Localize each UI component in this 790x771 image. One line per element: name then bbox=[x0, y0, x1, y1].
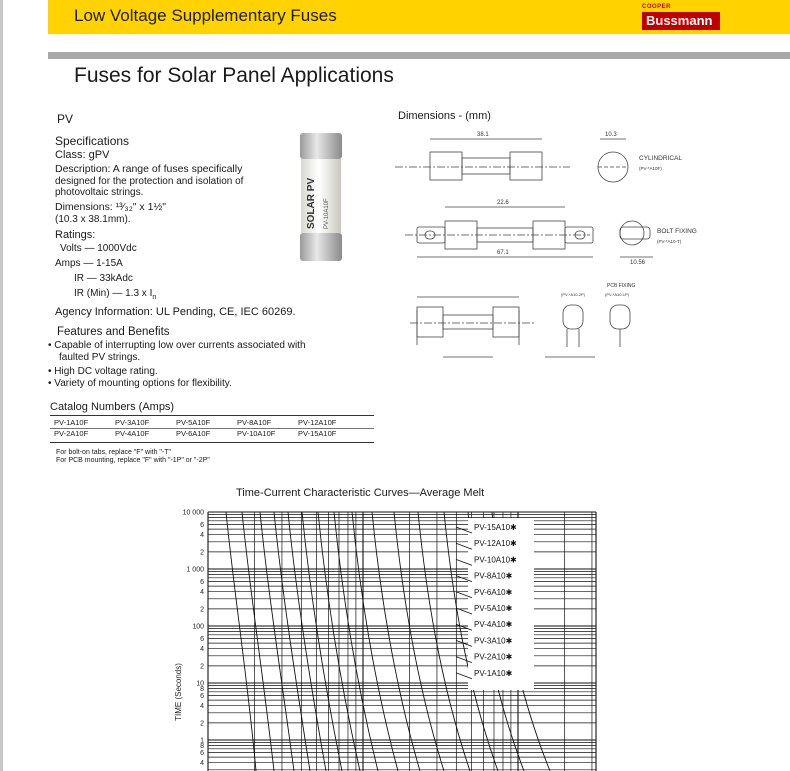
y-tick-label: 6 bbox=[200, 579, 204, 587]
catalog-cell: PV-2A10F bbox=[54, 429, 89, 438]
catalog-cell: PV-15A10F bbox=[298, 429, 337, 438]
rating-ir: IR — 33kAdc bbox=[74, 273, 133, 284]
spec-dimensions-1: Dimensions: ¹³⁄₃₂" x 1½" bbox=[55, 201, 166, 213]
dim-bolt: 10.56 bbox=[630, 260, 646, 266]
spec-description-2: designed for the protection and isolation of bbox=[55, 176, 244, 187]
y-tick-label: 10 bbox=[196, 680, 204, 688]
catalog-cell: PV-3A10F bbox=[115, 418, 150, 427]
fuse-label: SOLAR PV bbox=[306, 177, 317, 229]
catalog-row bbox=[54, 428, 359, 439]
bolt-code: (PV-*A10-T) bbox=[657, 239, 682, 244]
y-tick-label: 6 bbox=[200, 750, 204, 758]
dim-diameter: 10.3 bbox=[605, 132, 617, 138]
left-edge-bar bbox=[0, 0, 3, 771]
ratings-heading: Ratings: bbox=[55, 229, 96, 241]
melt-curve bbox=[288, 512, 326, 771]
catalog-line-top bbox=[50, 415, 374, 416]
y-tick-label: 2 bbox=[200, 663, 204, 671]
y-tick-label: 4 bbox=[200, 532, 204, 540]
y-tick-label: 8 bbox=[200, 743, 204, 751]
series-label: PV-10A10✱ bbox=[474, 555, 517, 565]
logo-parent: COOPER bbox=[642, 4, 672, 10]
feature-1b: faulted PV strings. bbox=[59, 352, 141, 363]
agency-info: Agency Information: UL Pending, CE, IEC 60269. bbox=[55, 306, 296, 318]
y-tick-label: 2 bbox=[200, 549, 204, 557]
catalog-line-mid bbox=[50, 428, 374, 429]
rating-ir-min bbox=[74, 288, 156, 303]
pcb-label: PCB FIXING bbox=[607, 283, 636, 289]
y-tick-label: 2 bbox=[200, 606, 204, 614]
pcb-code-1: (PV-*A10-2P) bbox=[561, 292, 586, 297]
y-axis-label: TIME (Seconds) bbox=[174, 663, 183, 721]
page-title: Fuses for Solar Panel Applications bbox=[74, 64, 394, 87]
product-code: PV bbox=[57, 112, 74, 126]
rating-ir-min-text: IR (Min) — 1.3 x I bbox=[74, 288, 153, 299]
y-tick-label: 1 bbox=[200, 737, 204, 745]
logo-text: Bussmann bbox=[646, 13, 713, 28]
bolt-label: BOLT FIXING bbox=[657, 228, 697, 235]
dimensions-heading: Dimensions - (mm) bbox=[398, 110, 491, 122]
spec-description-1: Description: A range of fuses specifically bbox=[55, 163, 243, 175]
melt-curve bbox=[242, 512, 274, 771]
rating-ir-min-sub: n bbox=[152, 294, 157, 301]
dim-tab-length: 22.6 bbox=[497, 200, 509, 206]
series-label: PV-2A10✱ bbox=[474, 652, 513, 662]
y-tick-label: 4 bbox=[200, 646, 204, 654]
catalog-cell: PV-6A10F bbox=[176, 429, 211, 438]
header-title: Low Voltage Supplementary Fuses bbox=[74, 6, 337, 25]
y-tick-label: 10 000 bbox=[182, 509, 204, 517]
spec-class: Class: gPV bbox=[55, 149, 110, 161]
series-label: PV-6A10✱ bbox=[474, 587, 513, 597]
y-tick-label: 4 bbox=[200, 589, 204, 597]
melt-curve bbox=[418, 512, 470, 771]
y-tick-label: 1 000 bbox=[186, 566, 204, 574]
rating-volts: Volts — 1000Vdc bbox=[60, 243, 137, 254]
series-label: PV-15A10✱ bbox=[474, 523, 517, 532]
melt-curve bbox=[226, 512, 256, 771]
catalog-line-bottom bbox=[50, 442, 374, 443]
logo-box bbox=[642, 12, 720, 30]
catalog-note-2: For PCB mounting, replace "F" with "-1P" or "-2P" bbox=[56, 457, 210, 464]
catalog-cell: PV-5A10F bbox=[176, 418, 211, 427]
fuse-cap-top bbox=[300, 133, 342, 159]
y-tick-label: 6 bbox=[200, 693, 204, 701]
fuse-small-label: PV-10A10F bbox=[324, 198, 330, 229]
cylindrical-code: (PV-*A10F) bbox=[639, 166, 662, 171]
series-label: PV-5A10✱ bbox=[474, 604, 513, 613]
catalog-cell: PV-12A10F bbox=[298, 418, 337, 427]
dimensions-drawing bbox=[395, 125, 697, 375]
y-tick-label: 6 bbox=[200, 636, 204, 644]
bussmann-logo bbox=[642, 4, 722, 32]
series-label: PV-8A10✱ bbox=[474, 571, 513, 581]
feature-1a: • Capable of interrupting low over currents associated with bbox=[48, 340, 306, 351]
y-tick-label: 2 bbox=[200, 720, 204, 728]
divider bbox=[48, 52, 790, 59]
y-tick-label: 4 bbox=[200, 760, 204, 768]
series-label: PV-4A10✱ bbox=[474, 620, 513, 630]
spec-heading: Specifications bbox=[55, 134, 130, 148]
page-header bbox=[48, 0, 790, 34]
catalog-cell: PV-8A10F bbox=[237, 418, 272, 427]
y-tick-label: 8 bbox=[200, 686, 204, 694]
chart-title: Time-Current Characteristic Curves—Average Melt bbox=[236, 487, 485, 499]
spec-description-3: photovoltaic strings. bbox=[55, 187, 144, 198]
dim-length: 38.1 bbox=[477, 132, 489, 138]
y-tick-label: 4 bbox=[200, 703, 204, 711]
dim-overall: 67.1 bbox=[497, 250, 509, 256]
features-heading: Features and Benefits bbox=[57, 326, 170, 338]
catalog-cell: PV-1A10F bbox=[54, 418, 89, 427]
feature-2: • High DC voltage rating. bbox=[48, 366, 158, 377]
fuse-photo bbox=[300, 133, 342, 261]
catalog-heading: Catalog Numbers (Amps) bbox=[50, 401, 175, 413]
catalog-row bbox=[54, 417, 359, 428]
spec-dimensions-2: (10.3 x 38.1mm). bbox=[55, 214, 131, 225]
cylindrical-label: CYLINDRICAL bbox=[639, 155, 682, 162]
catalog-cell: PV-10A10F bbox=[237, 429, 276, 438]
catalog-cell: PV-4A10F bbox=[115, 429, 150, 438]
fuse-cap-bottom bbox=[300, 233, 342, 261]
melt-curve bbox=[260, 512, 294, 771]
time-current-chart bbox=[168, 502, 608, 771]
rating-amps: Amps — 1-15A bbox=[55, 258, 123, 269]
melt-curve bbox=[352, 512, 398, 771]
series-label: PV-1A10✱ bbox=[474, 668, 513, 678]
pcb-code-2: (PV-*A10-1P) bbox=[605, 292, 630, 297]
series-label: PV-3A10✱ bbox=[474, 636, 513, 646]
series-label: PV-12A10✱ bbox=[474, 539, 517, 549]
feature-3: • Variety of mounting options for flexibility. bbox=[48, 378, 232, 389]
catalog-note-1: For bolt-on tabs, replace "F" with "-T" bbox=[56, 449, 171, 456]
y-tick-label: 6 bbox=[200, 522, 204, 530]
melt-curve bbox=[372, 512, 420, 771]
y-tick-label: 100 bbox=[192, 623, 204, 631]
